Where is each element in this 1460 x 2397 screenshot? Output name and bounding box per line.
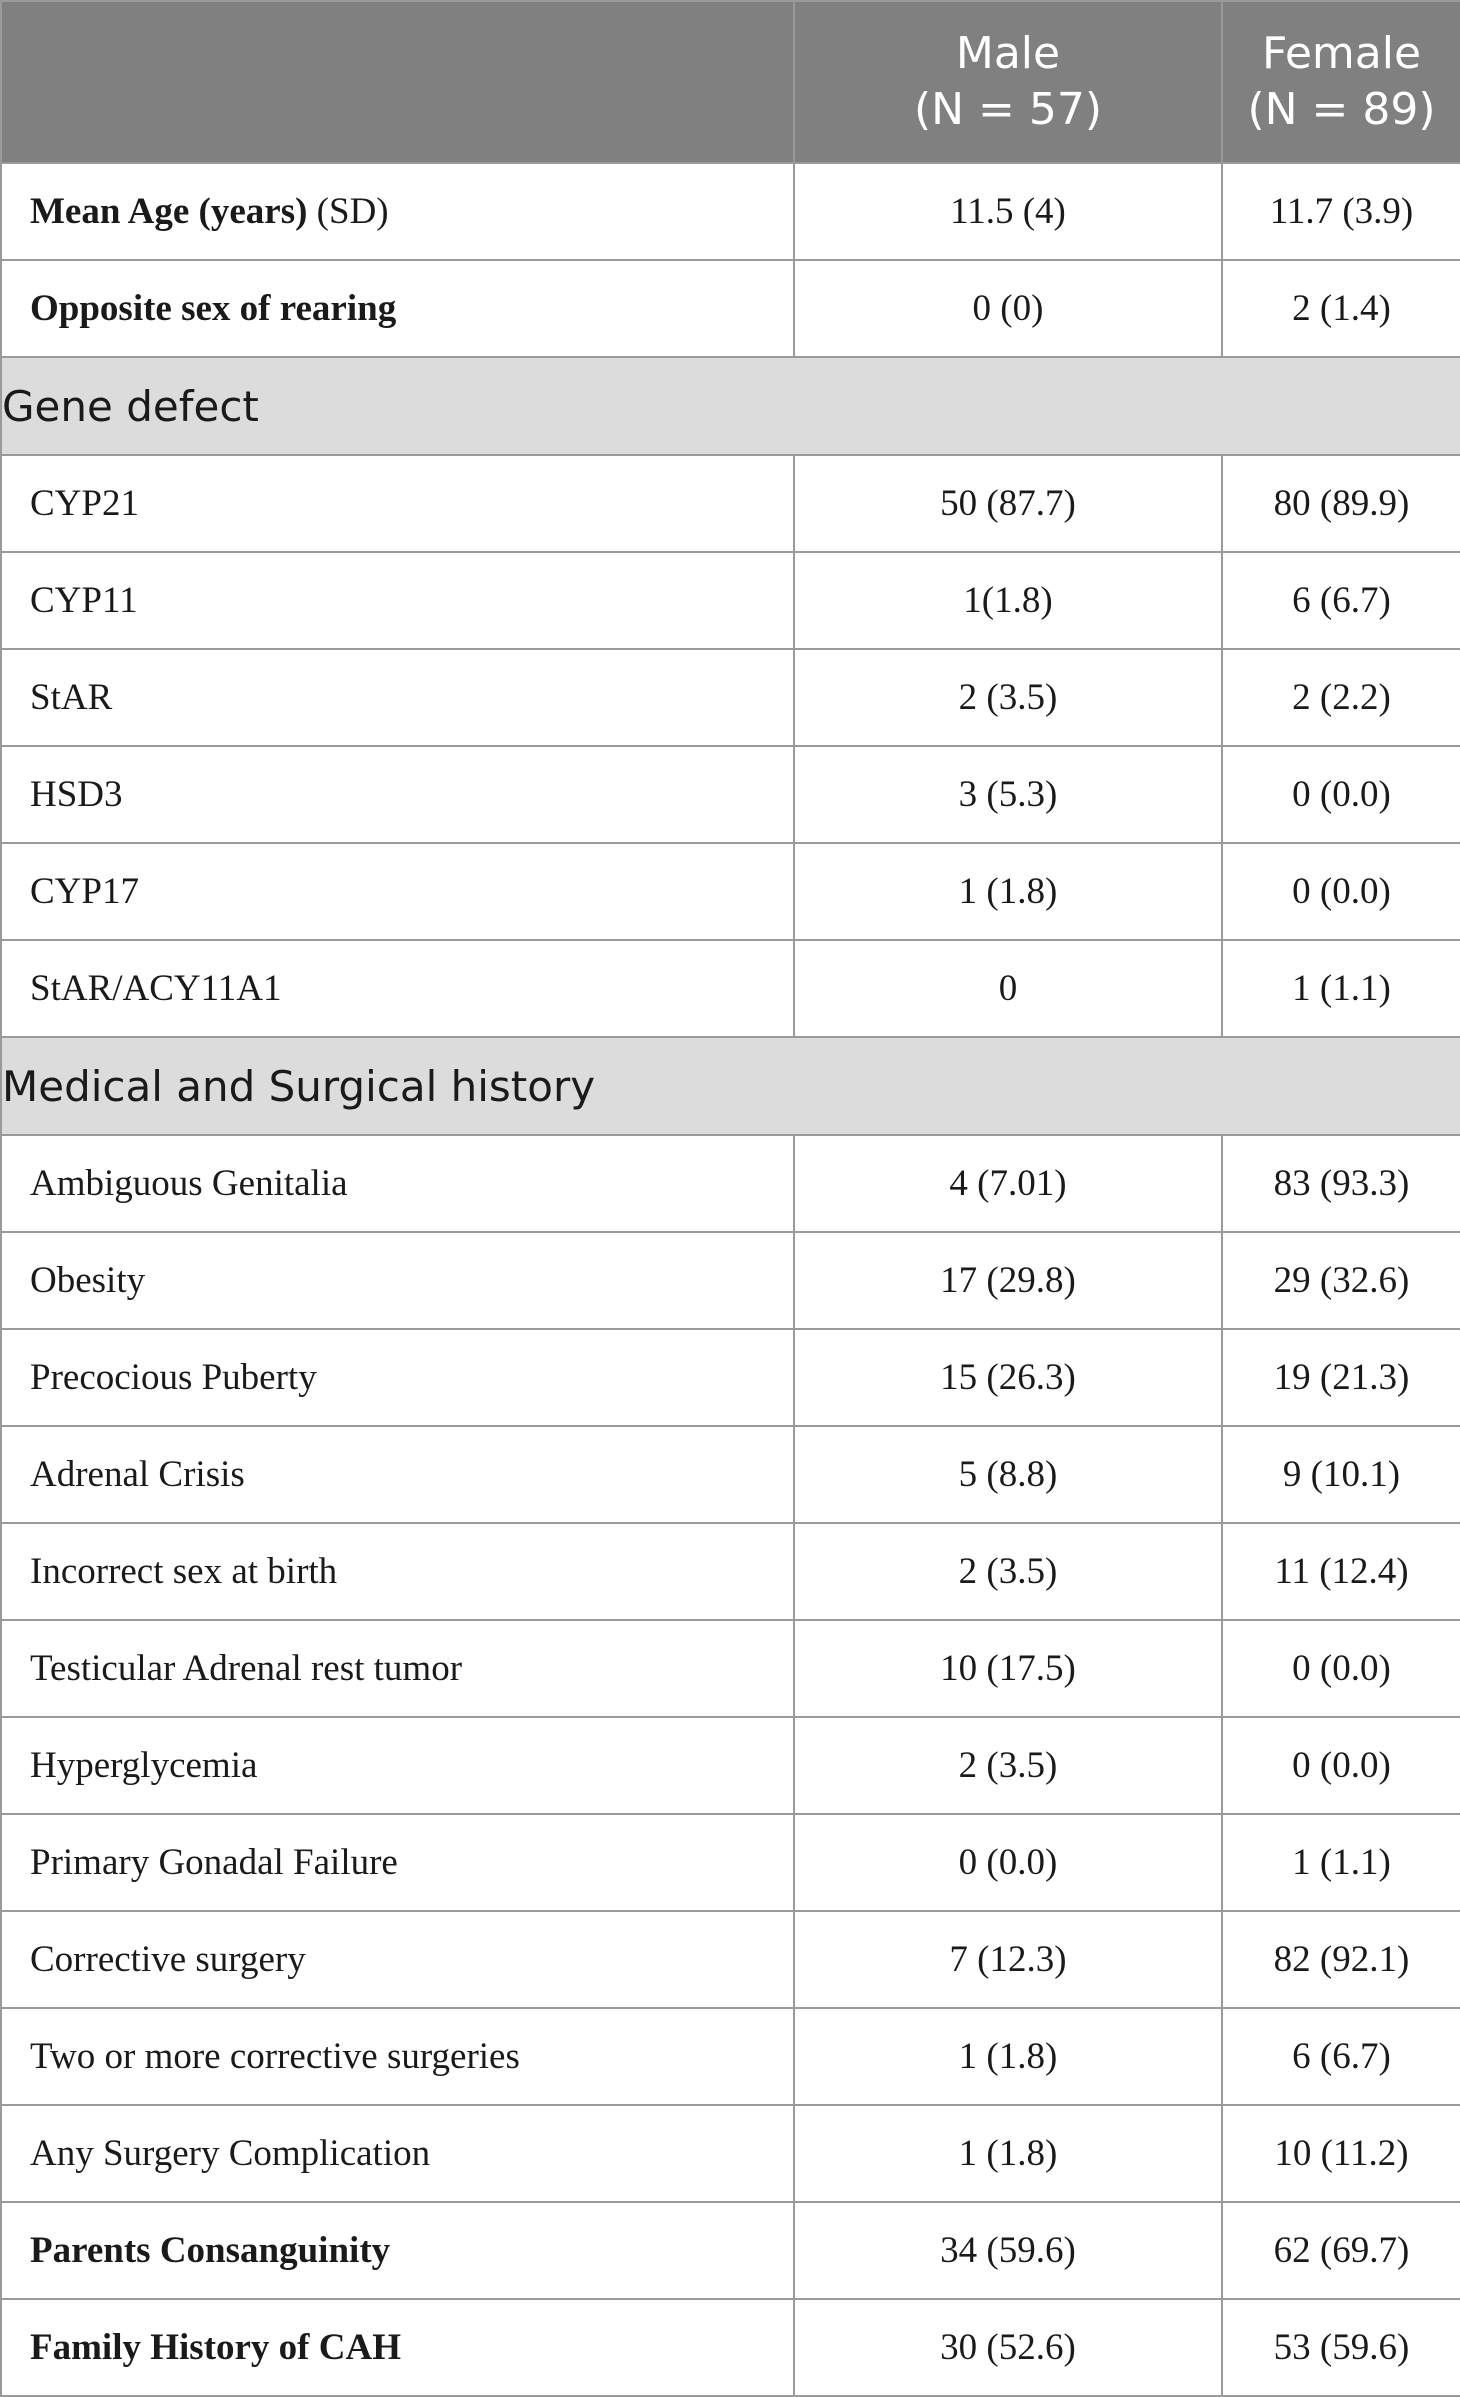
- female-value: 9 (10.1): [1222, 1426, 1460, 1523]
- male-value: 34 (59.6): [794, 2202, 1222, 2299]
- header-row: [1, 1, 1460, 163]
- female-value: 11 (12.4): [1222, 1523, 1460, 1620]
- female-value: 62 (69.7): [1222, 2202, 1460, 2299]
- female-value: 80 (89.9): [1222, 455, 1460, 552]
- row-label: Corrective surgery: [1, 1911, 794, 2008]
- header-male-title: Male: [955, 28, 1061, 79]
- male-value: 11.5 (4): [794, 163, 1222, 260]
- male-value: 0 (0.0): [794, 1814, 1222, 1911]
- table-row-hsd3: [1, 746, 1460, 843]
- table-row-mean-age: [1, 163, 1460, 260]
- header-male-count: (N = 57): [913, 84, 1103, 135]
- section-heading: Gene defect: [1, 357, 1460, 455]
- male-value: 5 (8.8): [794, 1426, 1222, 1523]
- row-label: Precocious Puberty: [1, 1329, 794, 1426]
- female-value: 19 (21.3): [1222, 1329, 1460, 1426]
- male-value: 1 (1.8): [794, 843, 1222, 940]
- male-value: 15 (26.3): [794, 1329, 1222, 1426]
- male-value: 0 (0): [794, 260, 1222, 357]
- row-label: Ambiguous Genitalia: [1, 1135, 794, 1232]
- table-row-star-acy11a1: [1, 940, 1460, 1037]
- row-label: StAR: [1, 649, 794, 746]
- row-label-text: Mean Age (years): [30, 191, 308, 232]
- section-medical-surgical: [1, 1037, 1460, 1135]
- table-row-cyp17: [1, 843, 1460, 940]
- table-row-incorrect-sex: [1, 1523, 1460, 1620]
- table-row-tart: [1, 1620, 1460, 1717]
- male-value: 10 (17.5): [794, 1620, 1222, 1717]
- female-value: 82 (92.1): [1222, 1911, 1460, 2008]
- table-row-precocious-puberty: [1, 1329, 1460, 1426]
- row-label: Opposite sex of rearing: [1, 260, 794, 357]
- table-row-corrective-surgery: [1, 1911, 1460, 2008]
- male-value: 2 (3.5): [794, 1717, 1222, 1814]
- header-empty-cell: [1, 1, 794, 163]
- table-row-parents-consanguinity: [1, 2202, 1460, 2299]
- row-label: Any Surgery Complication: [1, 2105, 794, 2202]
- male-value: 7 (12.3): [794, 1911, 1222, 2008]
- male-value: 3 (5.3): [794, 746, 1222, 843]
- row-label: Two or more corrective surgeries: [1, 2008, 794, 2105]
- male-value: 4 (7.01): [794, 1135, 1222, 1232]
- section-heading: Medical and Surgical history: [1, 1037, 1460, 1135]
- table-row-family-history: [1, 2299, 1460, 2396]
- female-value: 1 (1.1): [1222, 940, 1460, 1037]
- female-value: 29 (32.6): [1222, 1232, 1460, 1329]
- row-label: Obesity: [1, 1232, 794, 1329]
- table-row-adrenal-crisis: [1, 1426, 1460, 1523]
- female-value: 0 (0.0): [1222, 746, 1460, 843]
- row-label: HSD3: [1, 746, 794, 843]
- row-label: CYP11: [1, 552, 794, 649]
- female-value: 2 (1.4): [1222, 260, 1460, 357]
- table-row-hyperglycemia: [1, 1717, 1460, 1814]
- row-label: Adrenal Crisis: [1, 1426, 794, 1523]
- male-value: 1(1.8): [794, 552, 1222, 649]
- section-gene-defect: [1, 357, 1460, 455]
- female-value: 2 (2.2): [1222, 649, 1460, 746]
- female-value: 0 (0.0): [1222, 1620, 1460, 1717]
- table-row-ambiguous-genitalia: [1, 1135, 1460, 1232]
- row-label: Parents Consanguinity: [1, 2202, 794, 2299]
- table-row-obesity: [1, 1232, 1460, 1329]
- table-row-star: [1, 649, 1460, 746]
- row-label: Hyperglycemia: [1, 1717, 794, 1814]
- male-value: 1 (1.8): [794, 2105, 1222, 2202]
- header-female-count: (N = 89): [1247, 84, 1436, 135]
- male-value: 17 (29.8): [794, 1232, 1222, 1329]
- table-row-two-or-more-surgeries: [1, 2008, 1460, 2105]
- row-label: Family History of CAH: [1, 2299, 794, 2396]
- female-value: 1 (1.1): [1222, 1814, 1460, 1911]
- male-value: 2 (3.5): [794, 649, 1222, 746]
- female-value: 83 (93.3): [1222, 1135, 1460, 1232]
- female-value: 53 (59.6): [1222, 2299, 1460, 2396]
- male-value: 30 (52.6): [794, 2299, 1222, 2396]
- row-label: CYP21: [1, 455, 794, 552]
- table-row-surgery-complication: [1, 2105, 1460, 2202]
- male-value: 0: [794, 940, 1222, 1037]
- female-value: 6 (6.7): [1222, 2008, 1460, 2105]
- table-row-gonadal-failure: [1, 1814, 1460, 1911]
- female-value: 11.7 (3.9): [1222, 163, 1460, 260]
- table-row-cyp11: [1, 552, 1460, 649]
- male-value: 1 (1.8): [794, 2008, 1222, 2105]
- female-value: 0 (0.0): [1222, 843, 1460, 940]
- female-value: 6 (6.7): [1222, 552, 1460, 649]
- table-row-cyp21: [1, 455, 1460, 552]
- row-label: StAR/ACY11A1: [1, 940, 794, 1037]
- row-label: Incorrect sex at birth: [1, 1523, 794, 1620]
- female-value: 0 (0.0): [1222, 1717, 1460, 1814]
- male-value: 2 (3.5): [794, 1523, 1222, 1620]
- row-label: Testicular Adrenal rest tumor: [1, 1620, 794, 1717]
- row-label: Primary Gonadal Failure: [1, 1814, 794, 1911]
- row-label-note: (SD): [307, 191, 389, 232]
- table-row-opposite-sex: [1, 260, 1460, 357]
- male-value: 50 (87.7): [794, 455, 1222, 552]
- header-male: [794, 1, 1222, 163]
- female-value: 10 (11.2): [1222, 2105, 1460, 2202]
- row-label: [1, 163, 794, 260]
- header-female: [1222, 1, 1460, 163]
- row-label: CYP17: [1, 843, 794, 940]
- header-female-title: Female: [1261, 28, 1422, 79]
